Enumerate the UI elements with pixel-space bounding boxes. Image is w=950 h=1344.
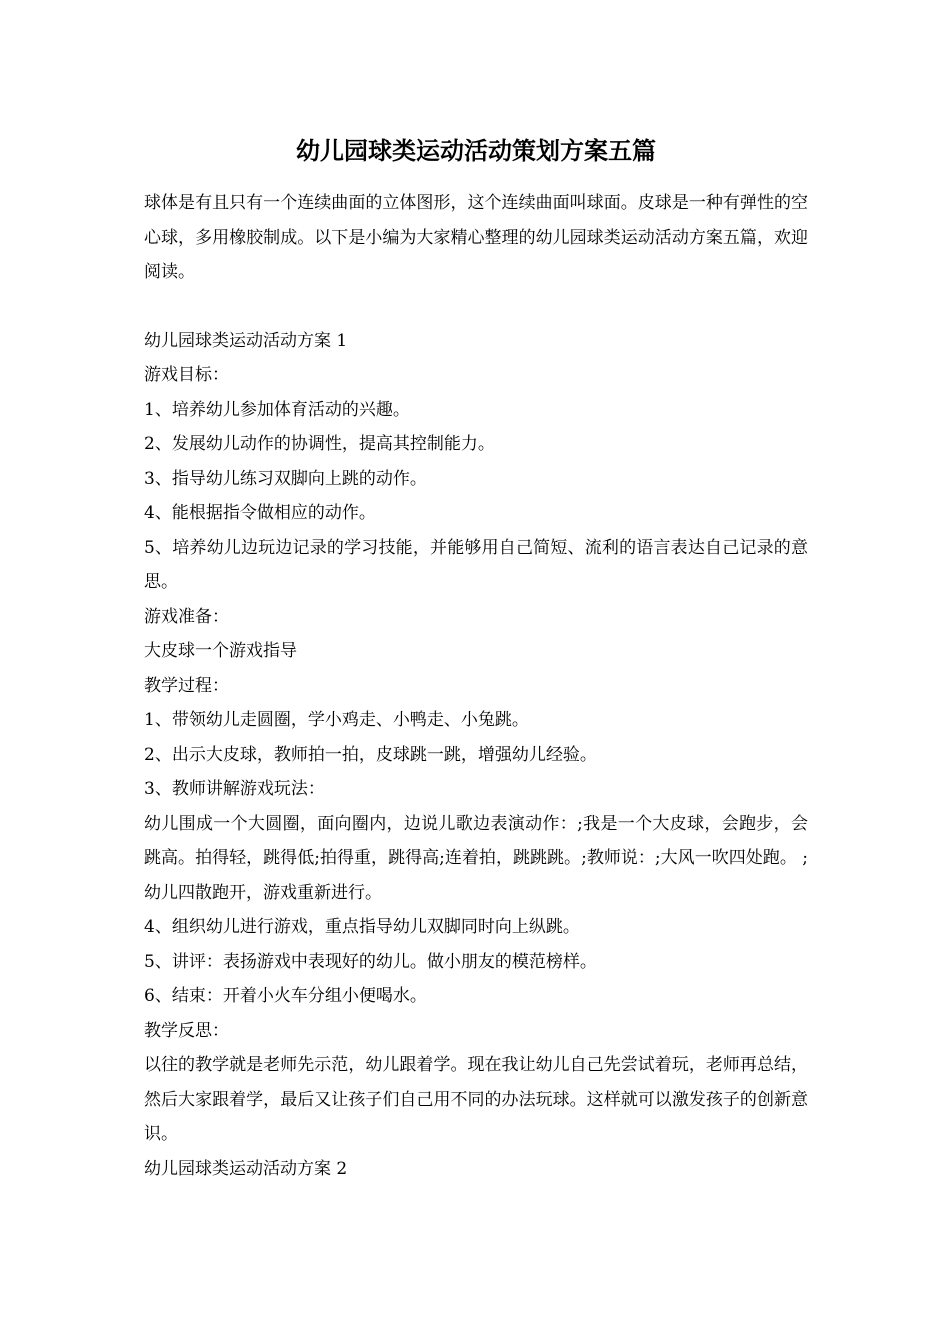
goal-item: 4、能根据指令做相应的动作。 [144,503,376,523]
goal-item: 1、培养幼儿参加体育活动的兴趣。 [144,399,410,420]
preparation-text: 大皮球一个游戏指导 [144,641,297,661]
process-item: 4、组织幼儿进行游戏，重点指导幼儿双脚同时向上纵跳。 [144,917,580,937]
subheading-teaching-process: 教学过程： [144,675,229,696]
reflection-text: 以往的教学就是老师先示范，幼儿跟着学。现在我让幼儿自己先尝试着玩，老师再总结，然后大家跟着学，最后又让孩子们自己用不同的办法玩球。这样就可以激发孩子的创新意识。 [144,1055,808,1144]
document-title: 幼儿园球类运动活动策划方案五篇 [296,136,656,165]
process-item: 5、讲评：表扬游戏中表现好的幼儿。做小朋友的模范榜样。 [144,951,597,972]
subheading-teaching-reflection: 教学反思： [144,1020,229,1041]
process-item: 6、结束：开着小火车分组小便喝水。 [144,986,427,1006]
process-item: 2、出示大皮球，教师拍一拍，皮球跳一跳，增强幼儿经验。 [144,744,597,765]
document-page [144,128,808,1186]
subheading-game-preparation: 游戏准备： [144,606,229,627]
paragraph-spacer [144,290,808,324]
goal-item: 3、指导幼儿练习双脚向上跳的动作。 [144,468,427,489]
intro-paragraph: 球体是有且只有一个连续曲面的立体图形，这个连续曲面叫球面。皮球是一种有弹性的空心球，多用橡胶制成。以下是小编为大家精心整理的幼儿园球类运动活动方案五篇，欢迎阅读。 [144,193,808,282]
subheading-game-goals: 游戏目标： [144,365,229,385]
process-item: 1、带领幼儿走圆圈，学小鸡走、小鸭走、小兔跳。 [144,710,529,730]
game-rules-text: 幼儿围成一个大圆圈，面向圈内，边说儿歌边表演动作：;我是一个大皮球，会跑步，会跳高。拍得轻，跳得低;拍得重，跳得高;连着拍，跳跳跳。;教师说：;大风一吹四处跑。 ;幼儿四散跑开，游戏重新进行。 [144,813,808,903]
section-heading-2: 幼儿园球类运动活动方案 2 [144,1158,348,1179]
goal-item: 2、发展幼儿动作的协调性，提高其控制能力。 [144,434,495,454]
process-item: 3、教师讲解游戏玩法： [144,779,325,799]
goal-item: 5、培养幼儿边玩边记录的学习技能，并能够用自己简短、流利的语言表达自己记录的意思。 [144,537,808,592]
section-heading-1: 幼儿园球类运动活动方案 1 [144,330,348,351]
